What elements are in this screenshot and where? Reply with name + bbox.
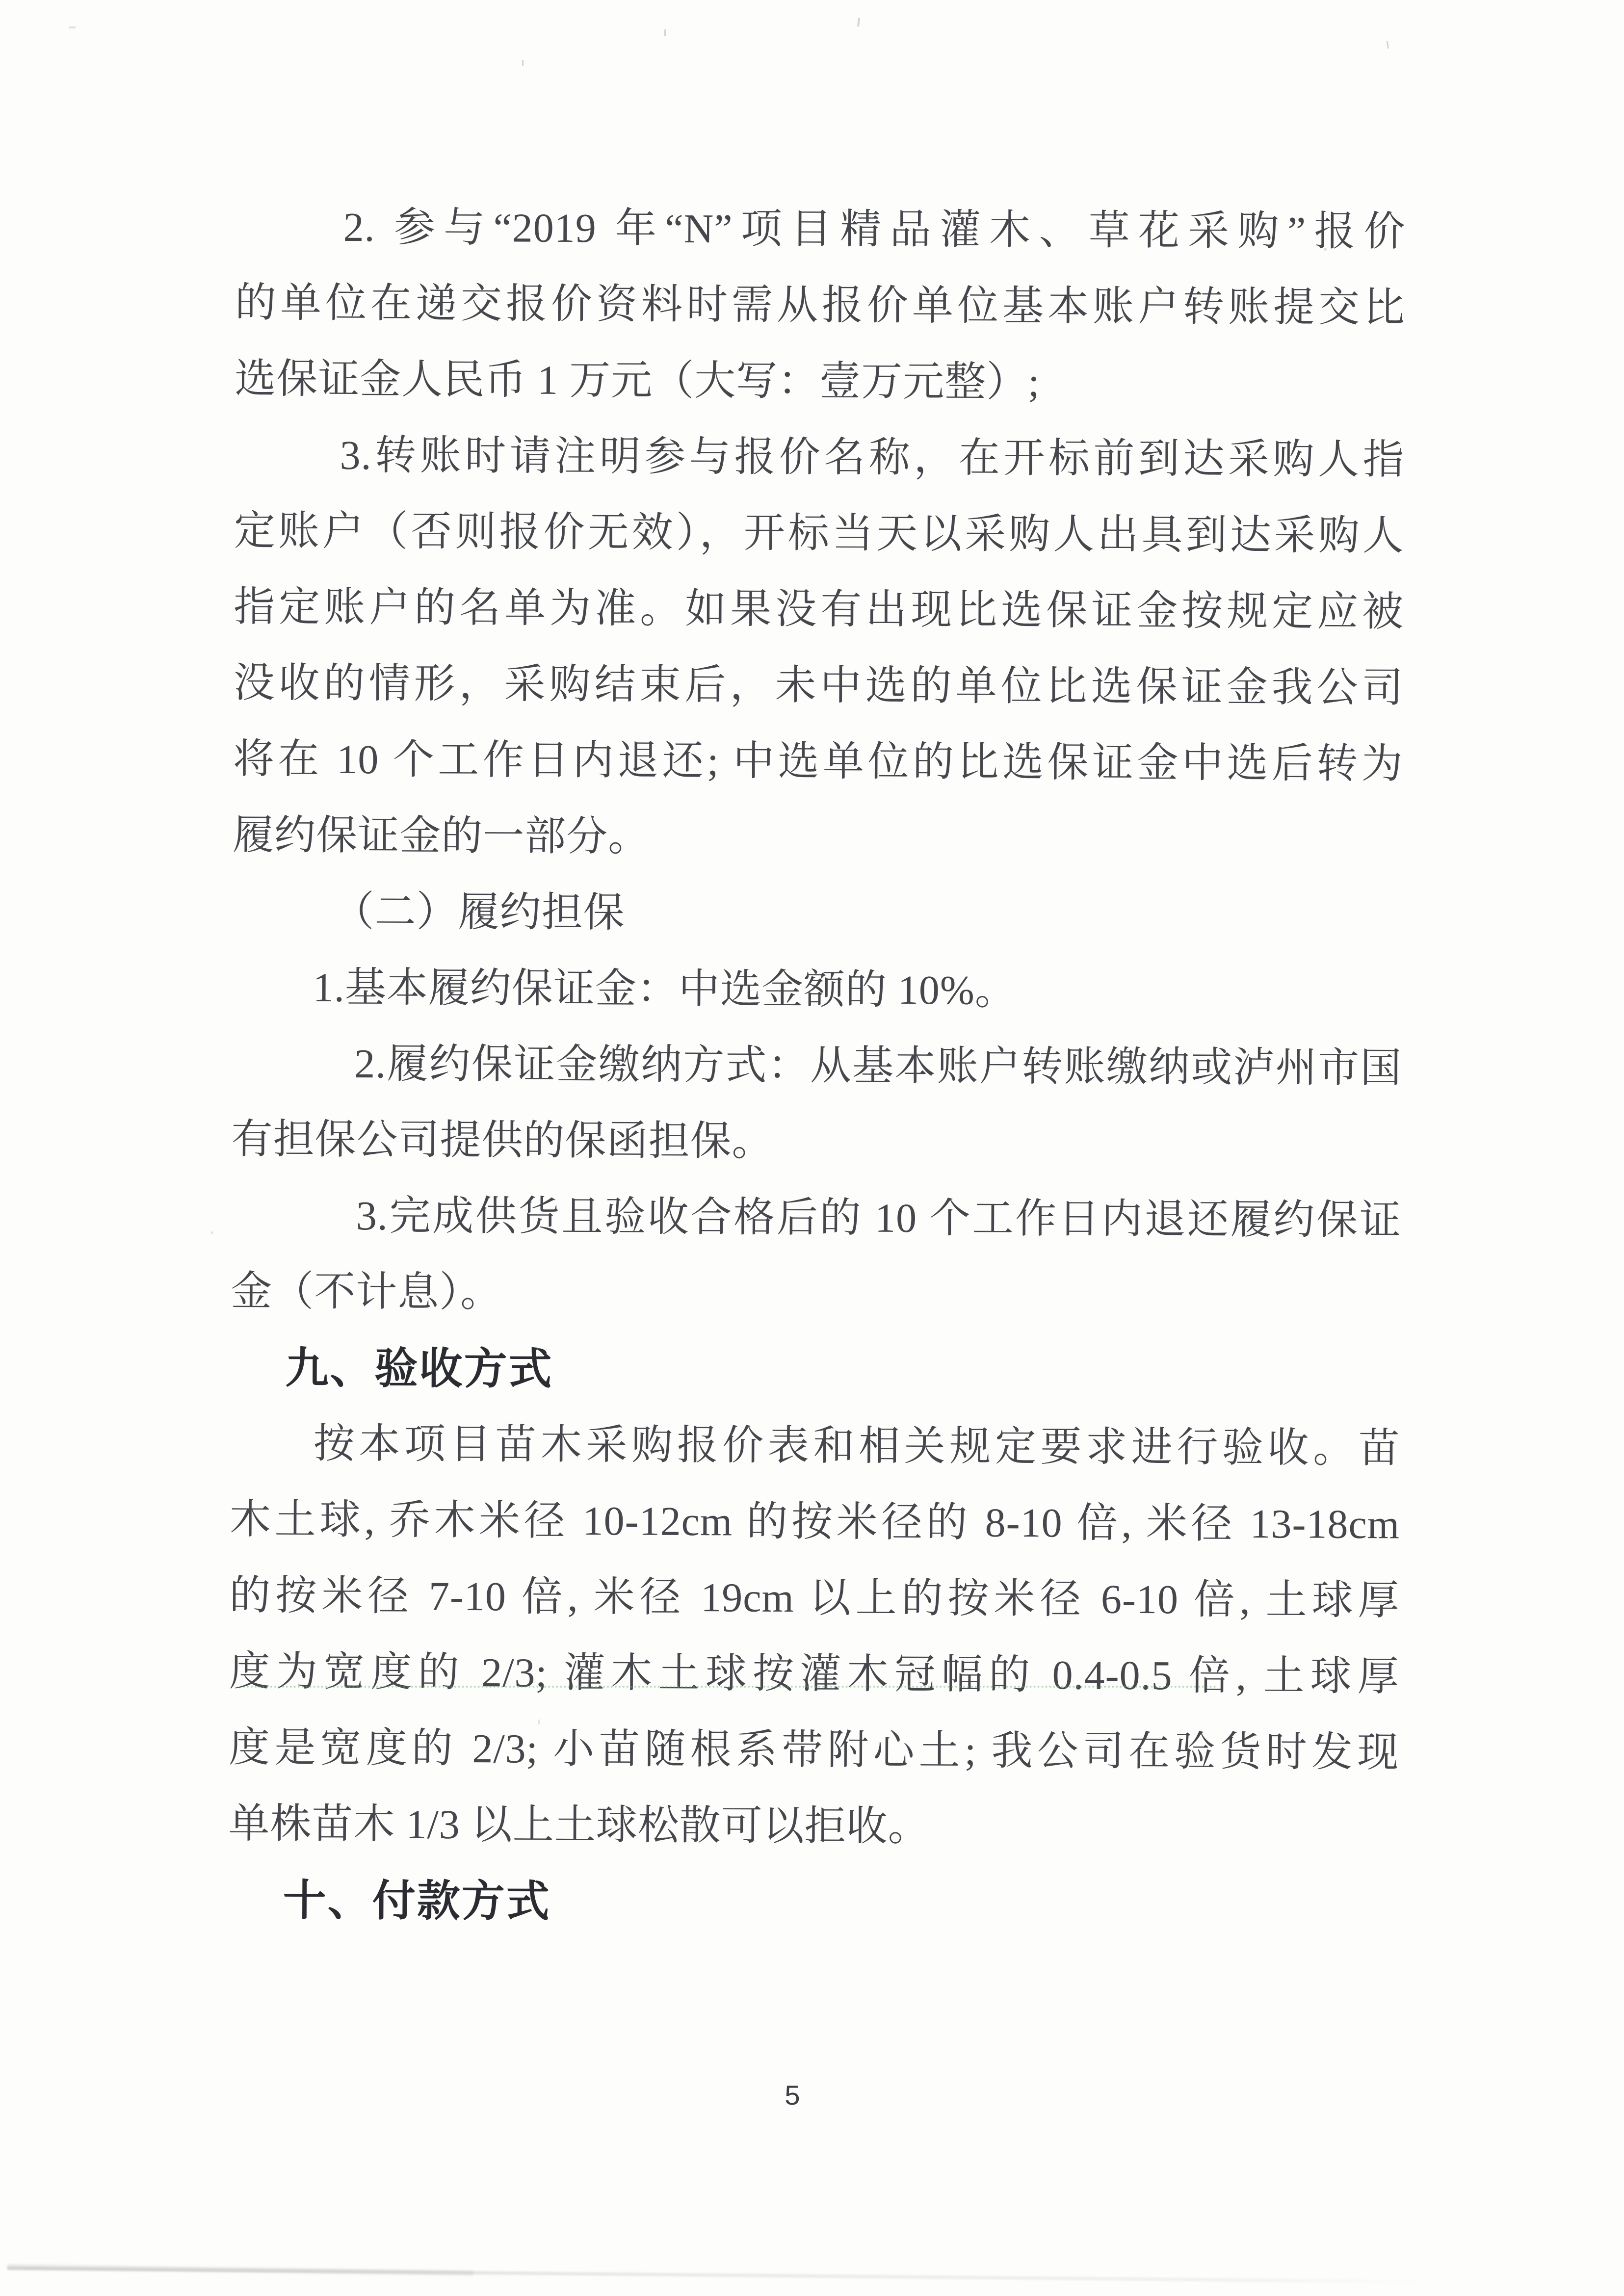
text-line: 的单位在递交报价资料时需从报价单位基本账户转账提交比 xyxy=(235,280,1406,331)
document-body xyxy=(228,189,1406,1943)
page-number: 5 xyxy=(785,2080,800,2111)
page-footer xyxy=(0,2079,1624,2111)
text-line: 单株苗木 1/3 以上土球松散可以拒收。 xyxy=(228,1800,930,1850)
text-line: 2. 参与“2019 年“N”项目精品灌木、草花采购”报价 xyxy=(343,204,1406,255)
text-line: 2.履约保证金缴纳方式：从基本账户转账缴纳或泸州市国 xyxy=(354,1041,1402,1092)
scan-speck xyxy=(69,26,76,28)
text-line: 履约保证金的一部分。 xyxy=(233,812,650,860)
text-line: 木土球, 乔木米径 10-12cm 的按米径的 8-10 倍, 米径 13-18cm xyxy=(229,1496,1400,1548)
text-line: 度是宽度的 2/3; 小苗随根系带附心土; 我公司在验货时发现 xyxy=(228,1724,1399,1776)
text-line: 3.转账时请注明参与报价名称，在开标前到达采购人指 xyxy=(340,432,1405,483)
scan-streak-artifact xyxy=(7,2264,473,2275)
text-line: 3.完成供货且验收合格后的 10 个工作日内退还履约保证 xyxy=(356,1193,1402,1244)
text-line: 按本项目苗木采购报价表和相关规定要求进行验收。苗 xyxy=(313,1421,1401,1472)
scan-speck xyxy=(1387,41,1389,49)
text-line: 的按米径 7-10 倍, 米径 19cm 以上的按米径 6-10 倍, 土球厚 xyxy=(229,1572,1400,1624)
text-line: 度为宽度的 2/3; 灌木土球按灌木冠幅的 0.4-0.5 倍, 土球厚 xyxy=(229,1648,1399,1700)
text-line: 金（不计息）。 xyxy=(230,1268,502,1316)
scan-speck xyxy=(211,1231,213,1234)
text-line: 1.基本履约保证金：中选金额的 10%。 xyxy=(313,965,1017,1014)
text-line: 有担保公司提供的保函担保。 xyxy=(231,1116,774,1165)
scan-speck xyxy=(522,60,524,66)
text-line: （二）履约担保 xyxy=(333,888,625,936)
scan-speck xyxy=(857,18,860,26)
text-line: 指定账户的名单为准。如果没有出现比选保证金按规定应被 xyxy=(234,584,1404,635)
section-heading: 九、验收方式 xyxy=(285,1343,553,1393)
section-heading: 十、付款方式 xyxy=(283,1876,551,1926)
text-line: 将在 10 个工作日内退还; 中选单位的比选保证金中选后转为 xyxy=(233,736,1404,787)
text-line: 没收的情形，采购结束后，未中选的单位比选保证金我公司 xyxy=(233,660,1404,711)
text-line: 选保证金人民币 1 万元（大写：壹万元整）; xyxy=(235,356,1040,406)
text-line: 定账户（否则报价无效），开标当天以采购人出具到达采购人 xyxy=(234,508,1405,559)
scan-streak-artifact xyxy=(7,2267,1425,2284)
scan-speck xyxy=(664,29,666,36)
